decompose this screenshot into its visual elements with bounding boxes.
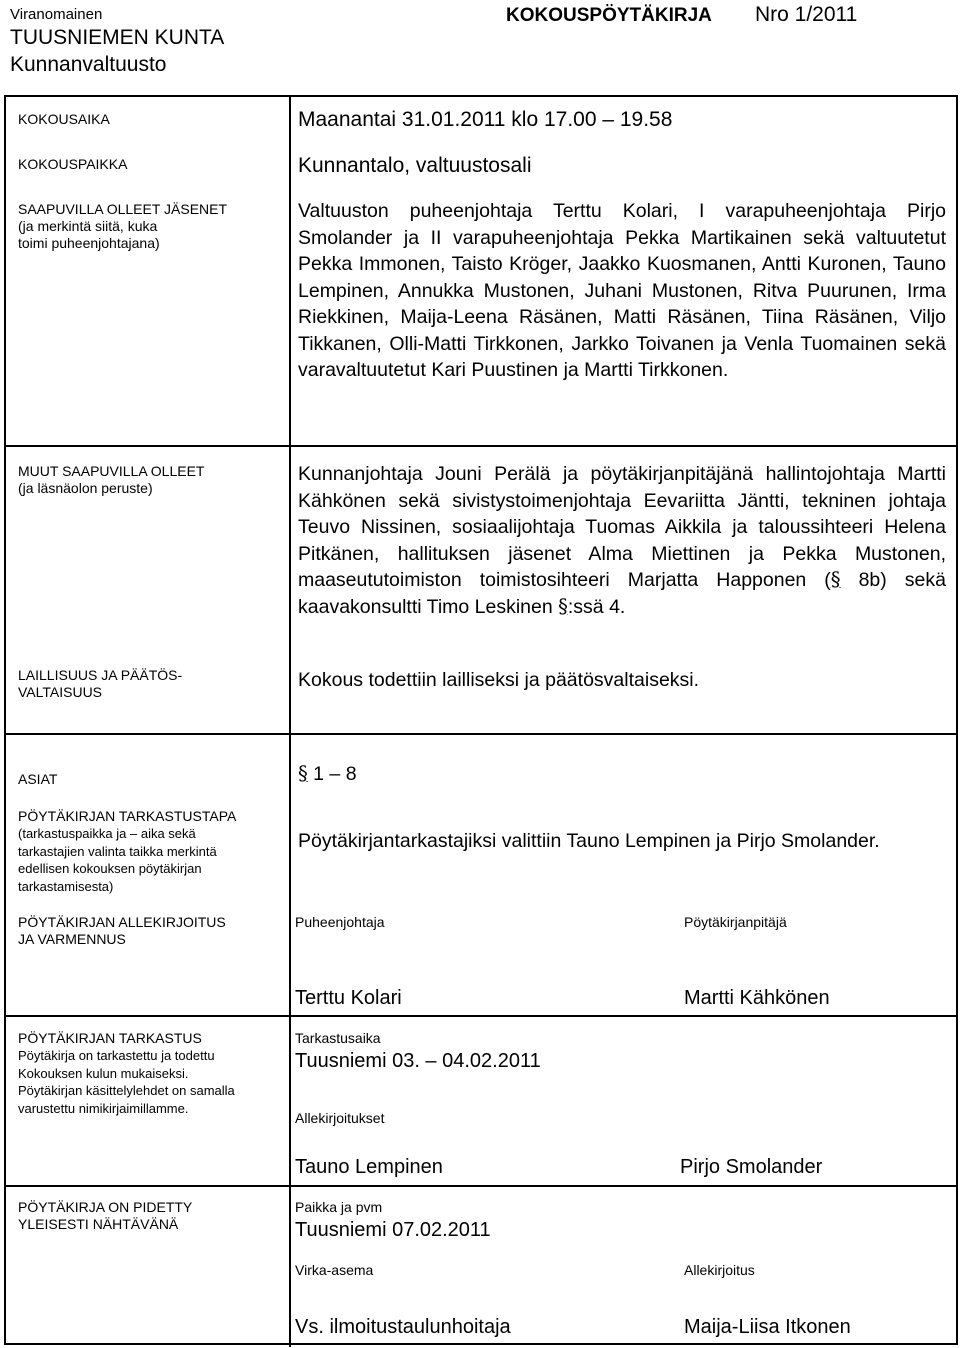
place-date-value: Tuusniemi 07.02.2011 [295,1219,491,1241]
members-present-label: SAAPUVILLA OLLEET JÄSENET (ja merkintä siitä, kuka toimi puheenjohtajana) [18,201,228,251]
section-sign-icon: § [298,762,308,785]
review-signatures-label: Allekirjoitukset [295,1110,385,1126]
review-title: PÖYTÄKIRJAN TARKASTUS [18,1030,202,1046]
municipality-name: TUUSNIEMEN KUNTA [10,26,225,49]
public-display-label: PÖYTÄKIRJA ON PIDETTY YLEISESTI NÄHTÄVÄNÄ [18,1199,193,1232]
section-divider [6,1185,956,1187]
minutes-table [4,95,958,1345]
review-time-label: Tarkastusaika [295,1030,381,1046]
meeting-time-label: KOKOUSAIKA [18,111,110,127]
review-method-detail: (tarkastuspaikka ja – aika sekä tarkastajien valinta taikka merkintä edellisen kokouksen pöytäkirjan tarkastamisesta) [18,826,217,894]
others-present-label: MUUT SAAPUVILLA OLLEET (ja läsnäolon peruste) [18,463,205,496]
review-time-value: Tuusniemi 03. – 04.02.2011 [295,1050,541,1072]
section-divider [6,445,956,447]
position-label: Virka-asema [295,1262,374,1278]
legality-value: Kokous todettiin lailliseksi ja päätösvaltaiseksi. [298,669,700,691]
section-sign-icon: § [558,594,568,618]
place-date-label: Paikka ja pvm [295,1199,383,1215]
document-number: Nro 1/2011 [755,3,858,26]
members-present-value: Valtuuston puheenjohtaja Terttu Kolari, I varapuheenjohtaja Pirjo Smolander ja II varapuheenjohtaja Pekka Martikainen sekä valtuutetut Pekka Immonen, Taisto Kröger, Jaakko Kuosmanen, Antti Kuronen, Tauno Lempinen, Annukka Mustonen, Juhani Mustonen, Ritva Puurunen, Irma Riekkinen, Maija-Leena Räsänen, Matti Räsänen, Tiina Räsänen, Viljo Tikkanen, Olli-Matti Tirkkonen, Jarkko Toivanen ja Venla Tuomainen sekä varavaltuutetut Kari Puustinen ja Martti Tirkkonen. [298,200,946,381]
review-detail: Pöytäkirja on tarkastettu ja todettu Kokouksen kulun mukaiseksi. Pöytäkirjan käsittelylehdet on samalla varustettu nimikirjaimillamme. [18,1048,235,1116]
meeting-place-label: KOKOUSPAIKKA [18,156,128,172]
authority-label: Viranomainen [10,6,103,23]
meeting-place-value: Kunnantalo, valtuustosali [298,154,532,177]
section-divider [6,1015,956,1017]
section-sign-icon: § [830,568,841,591]
signer-name: Maija-Liisa Itkonen [684,1316,851,1338]
items-label: ASIAT [18,771,58,787]
position-value: Vs. ilmoitustaulunhoitaja [295,1316,511,1338]
review-method-title: PÖYTÄKIRJAN TARKASTUSTAPA [18,808,237,824]
others-present-value: Kunnanjohtaja Jouni Perälä ja pöytäkirjanpitäjänä hallintojohtaja Martti Kähkönen sekä sivistystoimenjohtaja Eevariitta Jäntti, tekninen johtaja Teuvo Nissinen, sosiaalijohtaja Tuomas Aikkila ja taloussihteeri Helena Pitkänen, hallituksen jäsenet Alma Miettinen ja Pekka Mustonen, maaseututoimiston toimistosihteeri Marjatta Happonen (§ 8b) sekä kaavakonsultti Timo Leskinen §:ssä 4. [298,463,946,618]
chair-name: Terttu Kolari [295,987,402,1009]
meeting-time-value: Maanantai 31.01.2011 klo 17.00 – 19.58 [298,108,673,131]
body-name: Kunnanvaltuusto [10,53,167,76]
signature-label: Allekirjoitus [684,1262,755,1278]
document-title: KOKOUSPÖYTÄKIRJA [506,5,712,26]
signatures-label: PÖYTÄKIRJAN ALLEKIRJOITUS JA VARMENNUS [18,914,226,947]
legality-label: LAILLISUUS JA PÄÄTÖS- VALTAISUUS [18,667,183,700]
items-value: § 1 – 8 [298,762,357,785]
reviewer-2-name: Pirjo Smolander [680,1156,823,1178]
review-method-value: Pöytäkirjantarkastajiksi valittiin Tauno Lempinen ja Pirjo Smolander. [298,830,880,852]
section-divider [6,733,956,735]
reviewer-1-name: Tauno Lempinen [295,1156,443,1178]
chair-title: Puheenjohtaja [295,914,385,930]
secretary-name: Martti Kähkönen [684,987,830,1009]
column-divider [289,97,291,1347]
secretary-title: Pöytäkirjanpitäjä [684,914,787,930]
